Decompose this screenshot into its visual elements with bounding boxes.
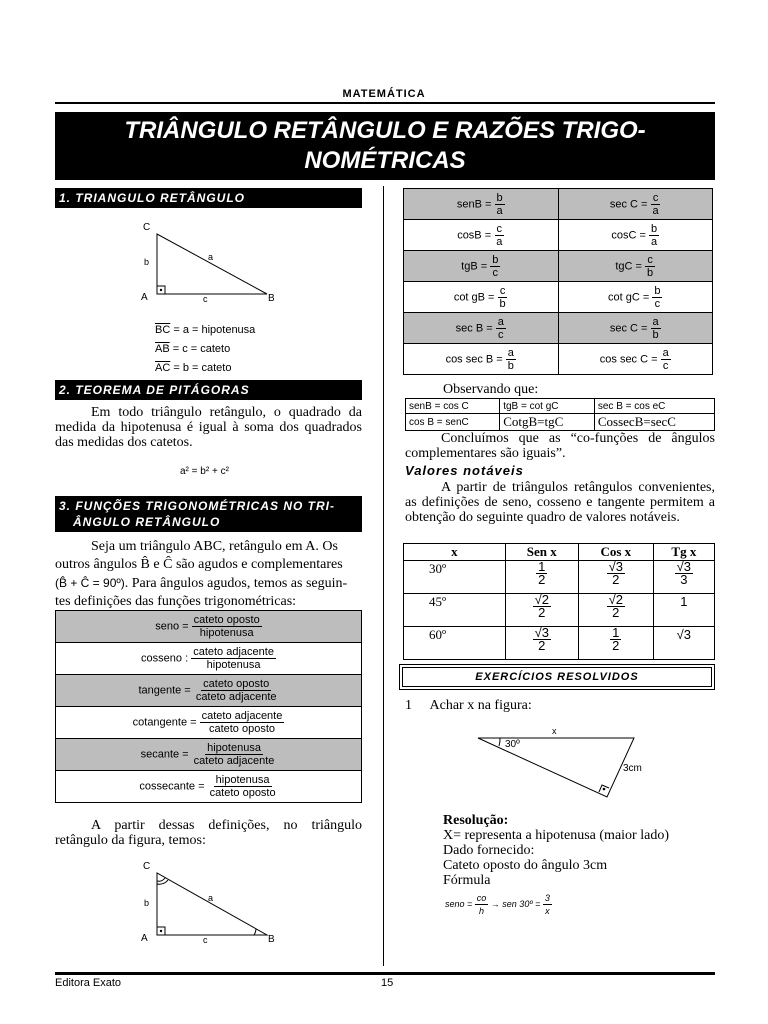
definition-name: cotangente =	[132, 716, 197, 729]
fraction: $\frac{\text{cateto oposto}}{\text{cateto adjacente}}$	[195, 678, 277, 703]
fraction: $\frac{a}{c}$	[497, 315, 504, 341]
title-line-2: NOMÉTRICAS	[304, 147, 466, 174]
trig-cell	[404, 220, 559, 251]
side-length-label: 3cm	[623, 763, 642, 774]
fraction: $\frac{b}{c}$	[492, 253, 499, 279]
trig-cell	[558, 344, 713, 375]
intro-line-3	[55, 574, 362, 593]
definition-row	[56, 675, 362, 707]
trig-name: cot gC =	[608, 290, 650, 303]
definitions-table	[55, 610, 362, 803]
definition-name: cossecante =	[139, 780, 205, 793]
side-b-label-2: b	[144, 898, 150, 908]
fraction: $\frac{√2}{2}$	[608, 592, 623, 620]
notable-tg-cell: √3	[653, 627, 714, 660]
resolution-line-3: Cateto oposto do ângulo 3cm	[443, 858, 608, 873]
section-1-heading: 1. TRIANGULO RETÂNGULO	[55, 188, 362, 208]
resolution-formula: seno = $\frac{co}{h}$ → sen 30º = $\frac{3}{x}$	[445, 893, 550, 916]
fraction: $\frac{b}{a}$	[650, 222, 658, 248]
def-ab: $\overline{AB} = c$ = cateto	[155, 343, 231, 355]
right-triangle-figure-2	[135, 855, 285, 947]
definition-cell	[56, 643, 362, 675]
resolution-lines	[443, 828, 669, 888]
vertex-b-label-2: B	[268, 934, 275, 945]
intro-line-2: outros ângulos B̂ e Ĉ são agudos e complementares	[55, 557, 343, 572]
trig-row	[404, 189, 713, 220]
trig-name: cos sec C =	[599, 352, 658, 365]
observing-cell: senB = cos C	[406, 399, 500, 414]
definition-cell	[56, 739, 362, 771]
resolution-title: Resolução:	[443, 813, 509, 828]
fraction: $\frac{\text{hipotenusa}}{\text{cateto adjacente}}$	[193, 742, 275, 767]
fraction: $\frac{√3}{3}$	[676, 559, 692, 587]
definition-row	[56, 739, 362, 771]
header-rule	[55, 102, 715, 104]
exercises-heading: EXERCÍCIOS RESOLVIDOS	[402, 667, 712, 687]
resolution-line-4: Fórmula	[443, 873, 491, 888]
trig-cell	[404, 344, 559, 375]
fraction: $\frac{1}{2}$	[612, 625, 620, 653]
definition-row	[56, 611, 362, 643]
trig-cell	[404, 189, 559, 220]
fraction: $\frac{\text{hipotenusa}}{\text{cateto oposto}}$	[209, 774, 276, 799]
angle-label: 30º	[505, 739, 520, 750]
complementary-formula: (B̂ + Ĉ = 90º)	[55, 576, 125, 590]
definition-cell	[56, 675, 362, 707]
trig-name: sec C =	[609, 321, 648, 334]
notable-values-text: A partir de triângulos retângulos convenientes, as definições de seno, cosseno e tangente permitem a obtenção do seguinte quadro de valores notáveis.	[405, 480, 715, 525]
fraction: $\frac{a}{b}$	[652, 315, 659, 341]
notable-sen-cell	[505, 561, 578, 594]
definition-row	[56, 643, 362, 675]
trig-cell	[558, 313, 713, 344]
intro-line-1: Seja um triângulo ABC, retângulo em A. Os	[91, 539, 338, 554]
definition-cell	[56, 707, 362, 739]
definition-row	[56, 771, 362, 803]
definition-cell	[56, 771, 362, 803]
notable-angle-cell: 45º	[404, 594, 506, 627]
trig-row	[404, 251, 713, 282]
side-definitions	[155, 321, 255, 378]
section-2-heading: 2. TEOREMA DE PITÁGORAS	[55, 380, 362, 400]
observing-table	[405, 398, 715, 431]
vertex-b-label: B	[268, 293, 275, 304]
vertex-a-label: A	[141, 292, 148, 303]
after-definitions-text: A partir dessas definições, no triângulo retângulo da figura, temos:	[55, 818, 362, 848]
resolution-line-1: X= representa a hipotenusa (maior lado)	[443, 828, 669, 843]
fraction: $\frac{a}{b}$	[507, 346, 514, 372]
pythagoras-formula: a² = b² + c²	[180, 466, 229, 477]
fraction: $\frac{√3}{2}$	[608, 559, 623, 587]
notable-sen-cell	[505, 594, 578, 627]
fraction: $\frac{3}{x}$	[544, 893, 550, 916]
notable-header-cell: x	[404, 544, 506, 561]
notable-cos-cell	[578, 594, 653, 627]
trig-row	[404, 313, 713, 344]
trig-cell	[404, 313, 559, 344]
vertex-c-label-2: C	[143, 861, 151, 872]
fraction: $\frac{c}{b}$	[647, 253, 654, 279]
definition-row	[56, 707, 362, 739]
question-1-number: 1	[405, 698, 412, 713]
fraction: $\frac{c}{a}$	[652, 191, 659, 217]
trig-ratios-table	[403, 188, 713, 375]
section-3-intro	[55, 538, 362, 611]
observing-cell: CossecB=secC	[594, 414, 714, 431]
notable-row	[404, 594, 715, 627]
notable-cos-cell	[578, 561, 653, 594]
fraction: $\frac{1}{2}$	[538, 559, 546, 587]
side-a-label-2: a	[208, 893, 214, 903]
notable-cos-cell	[578, 627, 653, 660]
fraction: $\frac{c}{a}$	[496, 222, 503, 248]
subject-header: MATEMÁTICA	[342, 88, 426, 100]
footer-publisher: Editora Exato	[55, 977, 122, 989]
trig-cell	[558, 220, 713, 251]
trig-cell	[404, 282, 559, 313]
side-c-label: c	[203, 294, 208, 304]
trig-name: senB =	[456, 197, 492, 210]
side-a-label: a	[208, 252, 214, 262]
page-title	[55, 112, 715, 180]
notable-angle-cell: 60º	[404, 627, 506, 660]
trig-cell	[558, 189, 713, 220]
section-3-heading	[55, 496, 362, 532]
vertex-a-label-2: A	[141, 933, 148, 944]
observing-label: Observando que:	[443, 382, 539, 397]
cofunctions-conclusion: Concluímos que as “co-funções de ângulos complementares são iguais”.	[405, 431, 715, 461]
side-b-label: b	[144, 257, 150, 267]
trig-name: cosB =	[457, 228, 492, 241]
trig-name: tgB =	[461, 259, 488, 272]
column-divider	[383, 186, 384, 966]
notable-header-row	[404, 544, 715, 561]
right-triangle-figure	[135, 220, 285, 305]
question-1-text: Achar x na figura:	[429, 698, 532, 713]
vertex-c-label: C	[143, 222, 151, 233]
notable-sen-cell	[505, 627, 578, 660]
side-c-label-2: c	[203, 935, 208, 945]
notable-values-heading: Valores notáveis	[405, 463, 524, 478]
trig-row	[404, 344, 713, 375]
definition-name: secante =	[140, 748, 189, 761]
def-ac: $\overline{AC} = b$ = cateto	[155, 362, 232, 374]
notable-values-table	[403, 543, 715, 660]
notable-header-cell: Cos x	[578, 544, 653, 561]
observing-cell: cos B = senC	[406, 414, 500, 431]
footer-rule	[55, 972, 715, 975]
page-number: 15	[381, 977, 394, 989]
observing-cell: sec B = cos eC	[594, 399, 714, 414]
section-3-heading-line-1: 3. FUNÇÕES TRIGONOMÉTRICAS NO TRI-	[59, 499, 336, 513]
question-1	[405, 698, 532, 713]
exercises-heading-box	[399, 664, 715, 690]
trig-name: sec C =	[609, 197, 648, 210]
notable-row	[404, 561, 715, 594]
section-3-heading-line-2: ÂNGULO RETÂNGULO	[73, 515, 221, 529]
observing-cell: CotgB=tgC	[500, 414, 595, 431]
definition-name: seno =	[155, 620, 189, 633]
definition-cell	[56, 611, 362, 643]
observing-cell: tgB = cot gC	[500, 399, 595, 414]
fraction: $\frac{√3}{2}$	[534, 625, 549, 653]
trig-row	[404, 220, 713, 251]
pythagoras-text: Em todo triângulo retângulo, o quadrado da medida da hipotenusa é igual à soma dos quadrados das medidas dos catetos.	[55, 405, 362, 450]
trig-name: cos sec B =	[445, 352, 503, 365]
observing-row	[406, 399, 715, 414]
fraction: $\frac{c}{b}$	[499, 284, 506, 310]
notable-header-cell: Tg x	[653, 544, 714, 561]
observing-row	[406, 414, 715, 431]
def-bc: $\overline{BC} = a$ = hipotenusa	[155, 324, 256, 336]
resolution-line-2: Dado fornecido:	[443, 843, 535, 858]
definition-name: tangente =	[138, 684, 191, 697]
trig-name: tgC =	[615, 259, 642, 272]
trig-row	[404, 282, 713, 313]
hypotenuse-x-label: x	[552, 726, 557, 736]
notable-row	[404, 627, 715, 660]
fraction: $\frac{b}{a}$	[496, 191, 503, 217]
notable-header-cell: Sen x	[505, 544, 578, 561]
fraction: $\frac{co}{h}$	[476, 893, 487, 916]
definition-name: cosseno :	[141, 652, 189, 665]
trig-cell	[558, 251, 713, 282]
fraction: $\frac{\text{cateto adjacente}}{\text{cateto oposto}}$	[201, 710, 283, 735]
fraction: $\frac{√2}{2}$	[534, 592, 549, 620]
notable-angle-cell: 30º	[404, 561, 506, 594]
trig-name: cosC =	[611, 228, 646, 241]
intro-line-3-text: . Para ângulos agudos, temos as seguin-	[124, 576, 348, 591]
title-line-1: TRIÂNGULO RETÂNGULO E RAZÕES TRIGO-	[124, 117, 646, 144]
trig-cell	[404, 251, 559, 282]
notable-tg-cell	[653, 561, 714, 594]
fraction: $\frac{\text{cateto adjacente}}{\text{hipotenusa}}$	[193, 646, 274, 671]
trig-cell	[558, 282, 713, 313]
fraction: $\frac{\text{cateto oposto}}{\text{hipotenusa}}$	[193, 614, 260, 639]
fraction: $\frac{a}{c}$	[662, 346, 669, 372]
intro-line-4: tes definições das funções trigonométricas:	[55, 594, 297, 609]
notable-tg-cell: 1	[653, 594, 714, 627]
exercise-triangle-figure	[470, 725, 655, 805]
fraction: $\frac{b}{c}$	[654, 284, 661, 310]
trig-name: sec B =	[455, 321, 493, 334]
trig-name: cot gB =	[453, 290, 495, 303]
